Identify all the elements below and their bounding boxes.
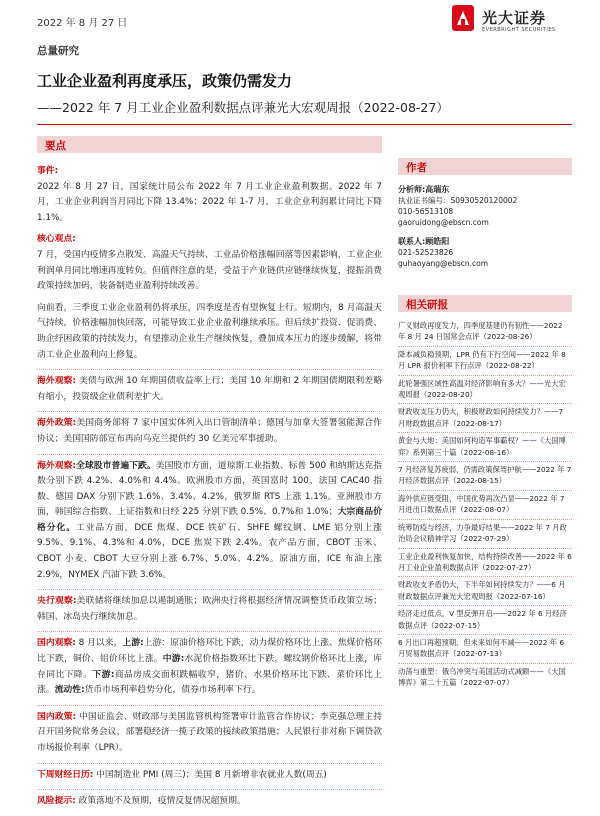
related-heading-bar xyxy=(398,295,572,312)
analyst-email: gaoruidong@ebscn.com xyxy=(398,218,489,227)
domestic-downstream-label: 下游: xyxy=(92,669,115,680)
summary-heading-bar xyxy=(37,136,382,153)
related-report-item[interactable]: 动荡与重塑：俄乌冲突与美国活动式减额——《大国博弈》第二十五篇（2022-07-07） xyxy=(398,666,566,688)
calendar-label: 下周财经日历: xyxy=(37,769,94,780)
domestic-text-4: 商品房成交面积跌幅收窄，猪价、水果价格环比下跌、菜价环比上涨。 xyxy=(37,669,382,696)
overseas-label: 海外观察: xyxy=(37,376,77,387)
domestic-section xyxy=(37,636,382,698)
report-subtitle: ——2022 年 7 月工业企业盈利数据点评兼光大宏观周报（2022-08-27） xyxy=(37,100,449,115)
everbright-logo xyxy=(452,5,572,39)
overseas-section xyxy=(37,374,382,405)
risk-label: 风险提示: xyxy=(37,796,76,807)
political-label: 海外政策: xyxy=(37,418,77,429)
related-report-item[interactable]: 经济走过低点，V 型反弹开启——2022 年 6 月经济数据点评（2022-07-15） xyxy=(398,606,572,635)
domestic-policy-section xyxy=(37,710,382,757)
domestic-text-5: 货币市场利率趋势分化，债券市场利率下行。 xyxy=(84,685,261,696)
title-divider xyxy=(37,124,572,125)
assets-bold-1: 全球股市普遍下跌。 xyxy=(75,460,156,471)
assets-label: 海外观察: xyxy=(37,460,76,471)
contact-email: guhaoyang@ebscn.com xyxy=(398,259,489,268)
assets-section xyxy=(37,459,382,584)
section-divider xyxy=(37,631,382,632)
event-label: 事件: xyxy=(37,166,59,176)
analyst-phone: 010-56513108 xyxy=(398,207,454,216)
political-section xyxy=(37,416,382,447)
section-divider xyxy=(37,763,382,764)
section-divider xyxy=(37,789,382,790)
related-report-item[interactable]: 黄金与大地：美国如何构造军事霸权？——《大国博弈》系列第三十篇（2022-08-16） xyxy=(398,433,572,462)
central-bank-text: 美联储将继续加息以遏制通胀；欧洲央行将根据经济情况调整货币政策立场；韩国、冰岛央行继续加息。 xyxy=(37,596,382,622)
analyst-name: 高瑞东 xyxy=(425,185,450,194)
domestic-liquidity-label: 流动性: xyxy=(54,685,85,696)
related-report-item[interactable]: 统筹防疫与经济，力争最好结果——2022 年 7 月政治局会议精神学习（2022-07-29） xyxy=(398,520,572,549)
author-heading: 作者 xyxy=(406,162,427,174)
overseas-text: 美债与欧洲 10 年期国债收益率上行；美国 10 年期和 2 年期国债期限利差略有缩小，投资级企业债利差扩大。 xyxy=(37,376,382,402)
section-divider xyxy=(37,589,382,590)
risk-section xyxy=(37,794,382,810)
related-report-item[interactable]: 6 月出口再超预期，但未来如何不减——2022 年 6 月贸易数据点评（2022-07-13） xyxy=(398,635,572,664)
related-report-item[interactable]: 海外供应链受阻，中国优势再次凸显——2022 年 7 月进出口数据点评（2022-08-07） xyxy=(398,491,572,520)
domestic-policy-text: 中国证监会、财政部与美国监管机构签署审计监管合作协议；李克强总理主持召开国务院常务会议，部署稳经济一揽子政策的接续政策措施；人民银行非对称下调贷款市场报价利率（LPR）。 xyxy=(37,711,382,753)
assets-text-2: 工业品方面，DCE 焦煤、DCE 铁矿石、SHFE 螺纹钢、LME 铝分别上涨 9.5%、9.1%、4.3%和 4.0%，DCE 焦炭下跌 2.4%。农产品方面，CBOT 玉米、CBOT 小麦、CBOT 大豆分别上涨 6.7%、5.0%、4.2%。原油方面，ICE 布油上涨 2.9%，NYMEX 汽油下跌 3.6%。 xyxy=(37,522,382,580)
analyst-cert: 执业证书编号：S0930520120002 xyxy=(398,196,518,205)
calendar-text: 中国制造业 PMI (周三)；美国 8 月新增非农就业人数(周五) xyxy=(96,769,327,780)
related-report-item[interactable]: 广义财政再度发力，四季度基建仍有韧性——2022 年 8 月 24 日国常会点评（2022-08-26） xyxy=(398,318,572,347)
core-paragraph-1: 7 月，受国内疫情多点散发、高温天气持续、工业品价格涨幅回落等因素影响，工业企业利润单月同比增速再度转负。但值得注意的是，受益于产业链供应链继续恢复，提振消费政策持续加码，装备制造业盈利持续改善。 xyxy=(37,249,382,292)
central-bank-section xyxy=(37,594,382,625)
related-report-item[interactable]: 此轮暑强区域性高温对经济影响有多大？——光大宏观周报（2022-08-20） xyxy=(398,376,572,405)
author-info xyxy=(398,184,572,269)
related-report-item[interactable]: 工业企业盈利恢复加快，结构持续改善——2022 年 6 月工业企业盈利数据点评（2022-07-27） xyxy=(398,549,572,578)
contact-phone: 021-52523826 xyxy=(398,248,454,257)
summary-heading: 要点 xyxy=(45,140,66,152)
related-report-item[interactable]: 财政收支压力仍大，积极财政如何持续发力？——7 月财政数据点评（2022-08-17） xyxy=(398,404,572,433)
summary-body xyxy=(37,164,382,816)
domestic-policy-label: 国内政策: xyxy=(37,711,77,722)
report-category: 总量研究 xyxy=(37,45,79,57)
analyst-label: 分析师: xyxy=(398,185,426,194)
everbright-logo-icon xyxy=(452,5,478,35)
domestic-text-2: 上游：原油价格环比下跌，动力煤价格环比上涨、焦煤价格环比下跌，铜价、铝价环比上涨。 xyxy=(37,638,382,665)
section-divider xyxy=(37,369,382,370)
author-heading-bar xyxy=(398,158,572,175)
related-reports-list xyxy=(398,318,572,692)
domestic-midstream-label: 中游: xyxy=(162,654,185,665)
calendar-section xyxy=(37,768,382,784)
domestic-label: 国内观察: xyxy=(37,638,76,649)
report-date: 2022 年 8 月 27 日 xyxy=(37,18,128,29)
related-heading: 相关研报 xyxy=(406,299,448,311)
domestic-upstream-label: 上游: xyxy=(122,638,144,649)
core-label: 核心观点: xyxy=(37,234,76,245)
related-report-item[interactable]: 7 月经济复苏疲弱，仍需政策保驾护航——2022 年 7 月经济数据点评（2022-08-15） xyxy=(398,462,572,491)
analyst-line xyxy=(398,184,572,195)
domestic-text-3: 水泥价格指数环比下跌，螺纹钢价格环比上涨，库存同比下降。 xyxy=(37,654,382,680)
section-divider xyxy=(37,454,382,455)
contact-label: 联系人: xyxy=(398,237,426,246)
political-text: 美国商务部将 7 家中国实体列入出口管制清单；德国与加拿大签署氢能源合作协议；美国国防部宣布再向乌克兰提供约 30 亿美元军事援助。 xyxy=(37,418,382,444)
related-report-item[interactable]: 财政收支矛盾仍大，下半年如何持续发力？——6 月财政数据点评兼光大宏观周报（2022-07-16） xyxy=(398,577,572,606)
logo-text-en: EVERBRIGHT SECURITIES xyxy=(482,27,556,33)
risk-text: 政策落地不及预期，疫情反复情况超预期。 xyxy=(78,796,246,807)
assets-text-1: 美国股市方面，道琼斯工业指数、标普 500 和纳斯达克指数分别下跌 4.2%、4.0%和 4.4%。欧洲股市方面，英国富时 100、法国 CAC40 指数、德国 DAX 分别下跌 1.6%、3.4%、4.2%，俄罗斯 RTS 上涨 1.1%。亚洲股市方面，韩国综合指数、上证指数和日经 225 分别下跌 0.5%、0.7%和 1.0%； xyxy=(37,460,382,518)
related-report-item[interactable]: 降本减负稳预期，LPR 仍有下行空间——2022 年 8 月 LPR 报价利率下行点评（2022-08-22） xyxy=(398,347,572,376)
assets-bold-2: 大宗商品价格分化。 xyxy=(37,507,382,533)
report-title: 工业企业盈利再度承压，政策仍需发力 xyxy=(37,72,293,90)
contact-line xyxy=(398,236,572,247)
section-divider xyxy=(37,411,382,412)
core-paragraph-2: 向前看，三季度工业企业盈利仍将承压，四季度是否有望恢复上行。短期内，8 月高温天气持续，价格涨幅加快回落，可能导致工业企业盈利继续承压。但后续扩投资、促消费、助企纾困政策的持续发力，有望推动企业生产继续恢复，叠加成本压力的逐步缓解，将带动工业企业盈利向上修复。 xyxy=(37,302,382,360)
contact-name: 顾皓阳 xyxy=(425,237,450,246)
central-bank-label: 央行观察: xyxy=(37,596,77,607)
event-text: 2022 年 8 月 27 日，国家统计局公布 2022 年 7 月工业企业盈利数据。2022 年 7 月，工业企业利润当月同比下降 13.4%；2022 年 1-7 月，工业企业利润累计同比下降 1.1%。 xyxy=(37,181,382,223)
logo-text-cn: 光大证券 xyxy=(482,9,547,27)
domestic-text-1: 8 月以来， xyxy=(78,638,123,649)
section-divider xyxy=(37,705,382,706)
